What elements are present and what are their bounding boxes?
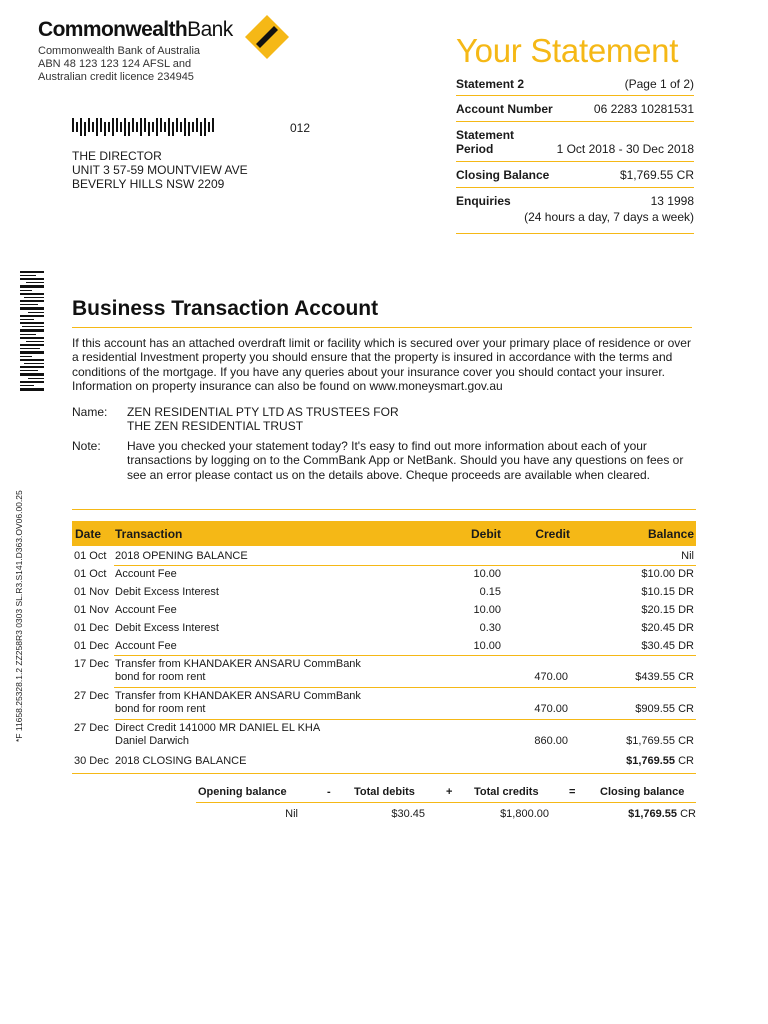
cell-date: 17 Dec <box>74 658 109 670</box>
cell-credit: 470.00 <box>534 703 568 715</box>
statement-number-row <box>456 77 694 91</box>
cell-balance: $30.45 DR <box>641 640 694 652</box>
bank-detail-line: Australian credit licence 234945 <box>38 71 194 83</box>
cell-date: 27 Dec <box>74 722 109 734</box>
row-divider <box>114 687 696 688</box>
cell-credit: 470.00 <box>534 671 568 683</box>
divider <box>72 509 696 510</box>
closing-balance-value: $1,769.55 CR <box>619 168 694 182</box>
cell-description: Account Fee <box>115 604 177 616</box>
page-indicator: (Page 1 of 2) <box>624 77 694 91</box>
divider <box>456 233 694 234</box>
enquiries-hours: (24 hours a day, 7 days a week) <box>524 210 694 224</box>
enquiries-row <box>456 194 694 226</box>
cell-date: 01 Dec <box>74 622 109 634</box>
address-line: BEVERLY HILLS NSW 2209 <box>72 177 225 191</box>
cell-description: Debit Excess Interest <box>115 622 219 634</box>
transactions-table-header <box>72 521 696 546</box>
row-divider <box>114 565 696 566</box>
bank-details <box>38 45 200 84</box>
totals-debits-value: $30.45 <box>391 808 425 820</box>
statement-period-row <box>456 128 694 158</box>
col-credit: Credit <box>535 527 570 541</box>
closing-balance-label: Closing Balance <box>456 168 550 182</box>
divider <box>72 327 692 328</box>
account-name-line: THE ZEN RESIDENTIAL TRUST <box>127 419 304 433</box>
totals-opening-label: Opening balance <box>198 786 287 798</box>
bank-detail-line: Commonwealth Bank of Australia <box>38 45 201 57</box>
cell-balance: $10.15 DR <box>641 586 694 598</box>
bank-diamond-logo-icon <box>244 14 290 60</box>
totals-opening-value: Nil <box>285 808 298 820</box>
note-label: Note: <box>72 439 101 453</box>
divider <box>456 121 694 122</box>
totals-closing-value: $1,769.55 CR <box>628 808 696 820</box>
enquiries-number: 13 1998 <box>650 194 694 208</box>
divider <box>456 95 694 96</box>
account-type-title: Business Transaction Account <box>72 297 379 320</box>
table-row <box>72 586 696 600</box>
totals-plus-sign: + <box>446 786 453 798</box>
account-number-label: Account Number <box>456 102 553 116</box>
divider <box>72 773 696 774</box>
table-row <box>72 640 696 654</box>
side-barcode-icon <box>20 271 44 391</box>
row-divider <box>114 719 696 720</box>
table-row <box>72 722 696 750</box>
cell-description: Transfer from KHANDAKER ANSARU CommBank bond for room rent <box>115 658 361 683</box>
col-debit: Debit <box>471 527 501 541</box>
cell-description: Account Fee <box>115 568 177 580</box>
cell-date: 01 Nov <box>74 604 109 616</box>
account-number-value: 06 2283 10281531 <box>593 102 694 116</box>
account-name <box>127 405 692 433</box>
divider <box>456 187 694 188</box>
bank-logo-text: CommonwealthBank <box>38 18 233 41</box>
cell-credit: 860.00 <box>534 735 568 747</box>
table-row <box>72 604 696 618</box>
mail-sort-code: 012 <box>290 121 311 135</box>
totals-equals-sign: = <box>569 786 576 798</box>
table-row <box>72 550 696 564</box>
name-label: Name: <box>72 405 108 419</box>
cell-description: 2018 OPENING BALANCE <box>115 550 248 562</box>
cell-date: 01 Nov <box>74 586 109 598</box>
cell-description: Transfer from KHANDAKER ANSARU CommBank bond for room rent <box>115 690 361 715</box>
divider <box>456 161 694 162</box>
statement-number: Statement 2 <box>456 77 525 91</box>
insurance-notice: If this account has an attached overdraft limit or facility which is secured over your primary place of residence or over a residential Investment property you should ensure that the property is insured in accordance with the terms and conditions of the mortgage. If you have any queries about your insurance cover you should contact your insurer. Information on property insurance can also be found on www.moneysmart.gov.au <box>72 336 691 393</box>
cell-debit: 0.15 <box>479 586 501 598</box>
period-label: Statement Period <box>456 128 515 156</box>
cell-balance: $20.15 DR <box>641 604 694 616</box>
cell-debit: 10.00 <box>473 568 501 580</box>
cell-description: 2018 CLOSING BALANCE <box>115 755 247 767</box>
totals-credits-label: Total credits <box>474 786 539 798</box>
divider <box>196 802 696 803</box>
statement-title: Your Statement <box>456 32 679 69</box>
cell-date: 27 Dec <box>74 690 109 702</box>
table-row <box>72 622 696 636</box>
totals-closing-label: Closing balance <box>600 786 685 798</box>
address-line: UNIT 3 57-59 MOUNTVIEW AVE <box>72 163 248 177</box>
cell-balance: $1,769.55 CR <box>626 735 694 747</box>
cell-date: 01 Oct <box>74 568 107 580</box>
table-row <box>72 568 696 582</box>
closing-balance-table-row <box>72 755 696 769</box>
enquiries-label: Enquiries <box>456 194 511 208</box>
cell-description: Debit Excess Interest <box>115 586 219 598</box>
cell-balance: $439.55 CR <box>635 671 694 683</box>
cell-debit: 0.30 <box>479 622 501 634</box>
totals-minus-sign: - <box>327 786 331 798</box>
cell-debit: 10.00 <box>473 604 501 616</box>
table-row <box>72 658 696 686</box>
cell-date: 01 Dec <box>74 640 109 652</box>
col-balance: Balance <box>647 527 694 541</box>
cell-balance: $909.55 CR <box>635 703 694 715</box>
cell-balance: Nil <box>681 550 694 562</box>
row-divider <box>114 655 696 656</box>
cell-balance: $20.45 DR <box>641 622 694 634</box>
closing-balance-row <box>456 168 694 182</box>
col-transaction: Transaction <box>115 527 183 541</box>
cell-date: 30 Dec <box>74 755 109 767</box>
account-number-row <box>456 102 694 116</box>
totals-credits-value: $1,800.00 <box>500 808 549 820</box>
cell-balance: $10.00 DR <box>641 568 694 580</box>
cell-date: 01 Oct <box>74 550 107 562</box>
account-name-line: ZEN RESIDENTIAL PTY LTD AS TRUSTEES FOR <box>127 405 399 419</box>
side-processing-code: *F 11658.25328.1.2 ZZ258R3 0303 SL.R3.S141.D363.OV06.00.25 <box>14 490 24 742</box>
mailing-address <box>72 149 248 191</box>
note-text: Have you checked your statement today? It's easy to find out more information about each of your transactions by logging on to the CommBank App or NetBank. Should you have any questions on fees or see an error please contact us on the details above. Cheque proceeds are available when cleared. <box>127 439 684 482</box>
bank-detail-line: ABN 48 123 123 124 AFSL and <box>38 58 192 70</box>
totals-debits-label: Total debits <box>354 786 415 798</box>
col-date: Date <box>75 527 102 541</box>
table-row <box>72 690 696 718</box>
cell-description: Direct Credit 141000 MR DANIEL EL KHA Daniel Darwich <box>115 722 321 747</box>
address-line: THE DIRECTOR <box>72 149 162 163</box>
cell-debit: 10.00 <box>473 640 501 652</box>
cell-description: Account Fee <box>115 640 177 652</box>
period-value: 1 Oct 2018 - 30 Dec 2018 <box>556 142 694 156</box>
cell-balance: $1,769.55 CR <box>626 755 694 767</box>
postal-barcode-icon <box>72 118 214 136</box>
